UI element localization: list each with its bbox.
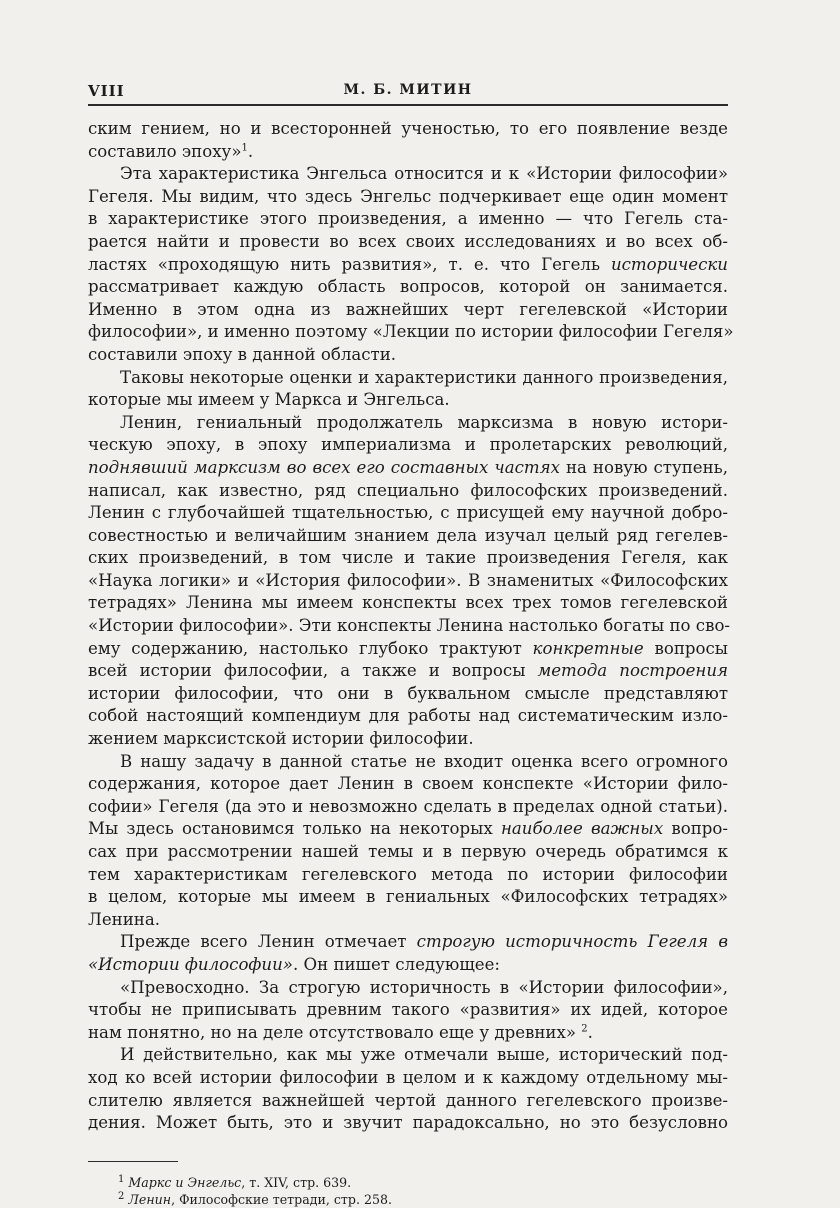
text-line: ластях «проходящую нить развития», т. е. что Гегель исторически [88,254,728,274]
text-line: слителю является важнейшей чертой данного гегелевского произве- [88,1090,728,1110]
text-line: ход ко всей истории философии в целом и к каждому отдельному мы- [88,1067,728,1087]
text-line: чтобы не приписывать древним такого «развития» их идей, которое [88,1000,728,1020]
text-line: сах при рассмотрении нашей темы и в первую очередь обратимся к [88,842,728,861]
text-line: составили эпоху в данной области. [88,344,397,364]
emphasis: исторически [610,254,728,274]
footnote: $^1$ Маркс и Энгельс, т. XIV, стр. 639. [118,1173,352,1190]
text-line: философии», и именно поэтому «Лекции по истории философии Гегеля» [88,322,734,342]
footnote-mark: 1 [241,142,248,154]
text-line: содержания, которое дает Ленин в своем конспекте «Истории фило- [88,774,728,794]
text-line: софии» Гегеля (да это и невозможно сделать в пределах одной статьи). [88,796,728,816]
emphasis: «Истории философии» [88,954,293,974]
footnote-rule [88,1161,178,1162]
text-line: Эта характеристика Энгельса относится и к «Истории философии» [120,164,728,184]
text-line: жением марксистской истории философии. [88,729,474,749]
text-line: в характеристике этого произведения, а именно — что Гегель ста- [88,209,728,229]
footnote: $^2$ Ленин, Философские тетради, стр. 258. [118,1190,393,1207]
text-line: рассматривает каждую область вопросов, которой он занимается. [88,277,728,297]
text-line: истории философии, что они в буквальном смысле представляют [88,683,728,703]
text-line: которые мы имеем у Маркса и Энгельса. [88,390,450,410]
text-line: рается найти и провести во всех своих исследованиях и во всех об- [88,231,728,251]
text-line: Ленин с глубочайшей тщательностью, с присущей ему научной добро- [88,503,728,523]
emphasis: конкретные [532,638,644,658]
text-line: тетрадях» Ленина мы имеем конспекты всех трех томов гегелевской [88,593,728,613]
text-line: всей истории философии, а также и вопросы метода построения [88,661,729,681]
text-line: ческую эпоху, в эпоху империализма и пролетарских революций, [88,435,728,455]
page-header [88,72,728,106]
text-line: составило эпоху»$^1$. [88,141,254,161]
emphasis: метода построения [537,661,729,681]
text-line: Ленин, гениальный продолжатель марксизма в новую истори- [120,412,728,432]
text-line: И действительно, как мы уже отмечали выше, исторический под- [120,1045,728,1065]
text-line: ских произведений, в том числе и такие произведения Гегеля, как [88,548,728,568]
text-line: Мы здесь остановимся только на некоторых наиболее важных вопро- [88,819,728,839]
emphasis: наиболее важных [500,819,664,839]
footnote-mark: 2 [581,1023,588,1035]
text-line: дения. Может быть, это и звучит парадоксально, но это безусловно [88,1113,728,1133]
text-line: нам понятно, но на деле отсутствовало еще у древних» $^2$. [88,1022,593,1042]
text-line: ским гением, но и всесторонней ученостью, то его появление везде [88,119,728,138]
text-line: собой настоящий компендиум для работы над систематическим изло- [88,706,728,726]
footnote-author: Маркс и Энгельс [128,1174,242,1190]
text-line: «Наука логики» и «История философии». В знаменитых «Философских [88,570,728,590]
text-line: «Истории философии». Он пишет следующее: [88,954,501,974]
page-number: VIII [88,82,125,100]
text-line: совестностью и величайшим знанием дела изучал целый ряд гегелев- [88,525,728,545]
emphasis: строгую историчность Гегеля в [416,932,729,952]
header-rule [88,104,728,106]
text-line: ему содержанию, настолько глубоко трактуют конкретные вопросы [88,638,728,658]
text-line: Ленина. [88,909,161,929]
text-line: «Превосходно. За строгую историчность в «Истории философии», [120,977,728,997]
text-line: в целом, которые мы имеем в гениальных «Философских тетрадях» [88,887,728,907]
text-line: Именно в этом одна из важнейших черт гегелевской «Истории [88,299,728,319]
running-title: М. Б. МИТИН [343,82,473,98]
text-line: В нашу задачу в данной статье не входит оценка всего огромного [120,751,728,771]
text-line: тем характеристикам гегелевского метода по истории философии [88,864,728,884]
body-text [88,118,734,1135]
emphasis: поднявший марксизм во всех его составных частях [88,457,560,477]
text-line: написал, как известно, ряд специально философских произведений. [88,480,728,500]
text-line: поднявший марксизм во всех его составных частях на новую ступень, [88,457,728,477]
book-page [88,72,734,1208]
text-line: Таковы некоторые оценки и характеристики данного произведения, [120,367,728,387]
text-line: Гегеля. Мы видим, что здесь Энгельс подчеркивает еще один момент [88,186,728,206]
footnote-author: Ленин [128,1191,172,1207]
text-line: «Истории философии». Эти конспекты Ленина настолько богаты по сво- [88,616,731,636]
text-line: Прежде всего Ленин отмечает строгую историчность Гегеля в [120,932,729,952]
